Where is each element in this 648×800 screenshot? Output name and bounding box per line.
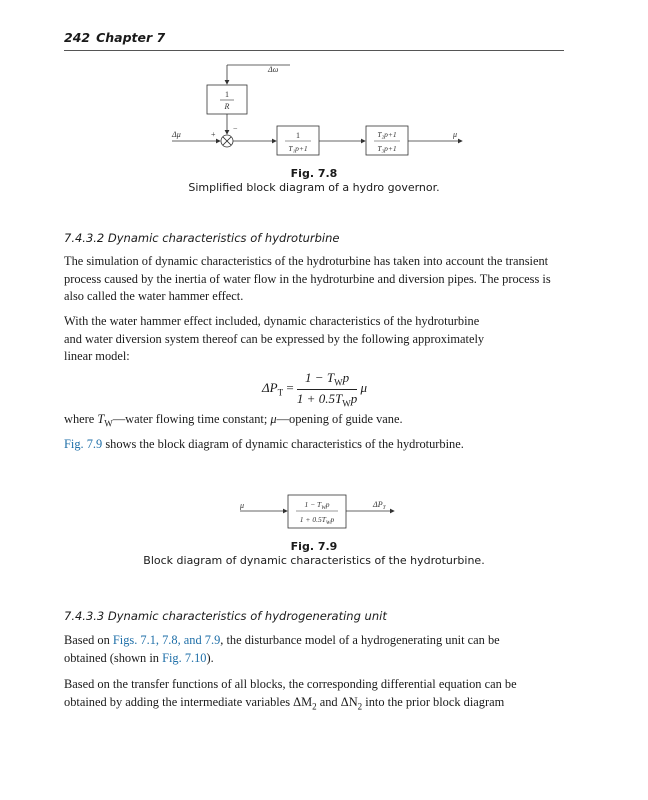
fig79-link[interactable]: Fig. 7.9 bbox=[64, 437, 103, 451]
page-number: 242 bbox=[64, 30, 91, 45]
fig78-input-label: Δμ bbox=[172, 130, 181, 139]
figs-link[interactable]: Figs. 7.1, 7.8, and 7.9 bbox=[112, 633, 221, 647]
fig79-input-label: μ bbox=[240, 501, 245, 510]
fig78-block2-den: T₃p+1 bbox=[377, 144, 397, 153]
fig78-omega-label: Δω bbox=[268, 65, 279, 74]
fig79-block-diagram bbox=[0, 490, 648, 540]
section-heading-7432: 7.4.3.2 Dynamic characteristics of hydroturbine bbox=[64, 231, 340, 245]
fig78-feedback-num: 1 bbox=[225, 90, 229, 99]
turbine-equation: $\Delta P_T$ = $\frac{1 - T_Wp}{1 + 0.5T_Wp}$ μ bbox=[262, 370, 367, 409]
fig79-block-num: $1 - T_Wp$ bbox=[304, 500, 330, 511]
paragraph-model-intro bbox=[64, 313, 570, 366]
fig79-caption bbox=[64, 540, 564, 568]
fig79-block-den: $1 + 0.5T_Wp$ bbox=[299, 515, 335, 526]
fig79-caption-label: Fig. 7.9 bbox=[290, 540, 338, 553]
eq-denominator: $1 + 0.5T_Wp$ bbox=[296, 390, 358, 409]
fig78-feedback-den: R bbox=[224, 102, 230, 111]
chapter-title: Chapter 7 bbox=[96, 30, 166, 45]
fig79-output-label: $\Delta P_T$ bbox=[373, 500, 386, 511]
fig78-caption-label: Fig. 7.8 bbox=[290, 167, 338, 180]
fig78-block2-num: T₂p+1 bbox=[377, 130, 397, 139]
fig78-caption-text: Simplified block diagram of a hydro governor. bbox=[188, 181, 440, 194]
paragraph-disturbance-model: Based on Figs. 7.1, 7.8, and 7.9, the disturbance model of a hydrogenerating unit can be obtained (shown in Fig. 7.10). bbox=[64, 633, 500, 665]
section-heading-7433: 7.4.3.3 Dynamic characteristics of hydrogenerating unit bbox=[64, 609, 387, 623]
eq-rhs: μ bbox=[360, 380, 367, 396]
fig78-block1-den: T₁p+1 bbox=[288, 144, 308, 153]
eq-lhs: $\Delta P_T$ bbox=[262, 380, 284, 398]
fig78-caption bbox=[64, 167, 564, 195]
fig78-block1-num: 1 bbox=[296, 131, 300, 140]
fig710-link[interactable]: Fig. 7.10 bbox=[162, 650, 207, 665]
paragraph-differential-equation: Based on the transfer functions of all blocks, the corresponding differential equation can be obtained by adding the intermediate variables $\Delta M_2$ and $\Delta N_2$ into the prior block diagram bbox=[64, 677, 517, 711]
fig78-minus-sign: − bbox=[233, 124, 238, 133]
eq-fraction bbox=[297, 370, 357, 408]
fig79-caption-text: Block diagram of dynamic characteristics of the hydroturbine. bbox=[143, 554, 485, 567]
paragraph-model-line3: linear model: bbox=[64, 349, 130, 363]
paragraph-model-line2: and water diversion system thereof can be expressed by the following approximately bbox=[64, 331, 485, 346]
paragraph-water-hammer: The simulation of dynamic characteristics of the hydroturbine has taken into account the transient process caused by the inertia of water flow in the hydroturbine and diversion pipes. The process is also called the water hammer effect. bbox=[64, 254, 551, 303]
fig78-plus-sign: + bbox=[211, 130, 216, 139]
fig78-output-label: μ bbox=[453, 130, 458, 139]
paragraph-fig79-ref: Fig. 7.9 shows the block diagram of dynamic characteristics of the hydroturbine. bbox=[64, 437, 464, 451]
eq-numerator: $1 - T_Wp$ bbox=[297, 370, 357, 390]
paragraph-model-line1: With the water hammer effect included, dynamic characteristics of the hydroturbine bbox=[64, 314, 480, 328]
paragraph-where: where $T_W—water$ flowing time constant; μ—opening of guide vane. bbox=[64, 412, 403, 429]
